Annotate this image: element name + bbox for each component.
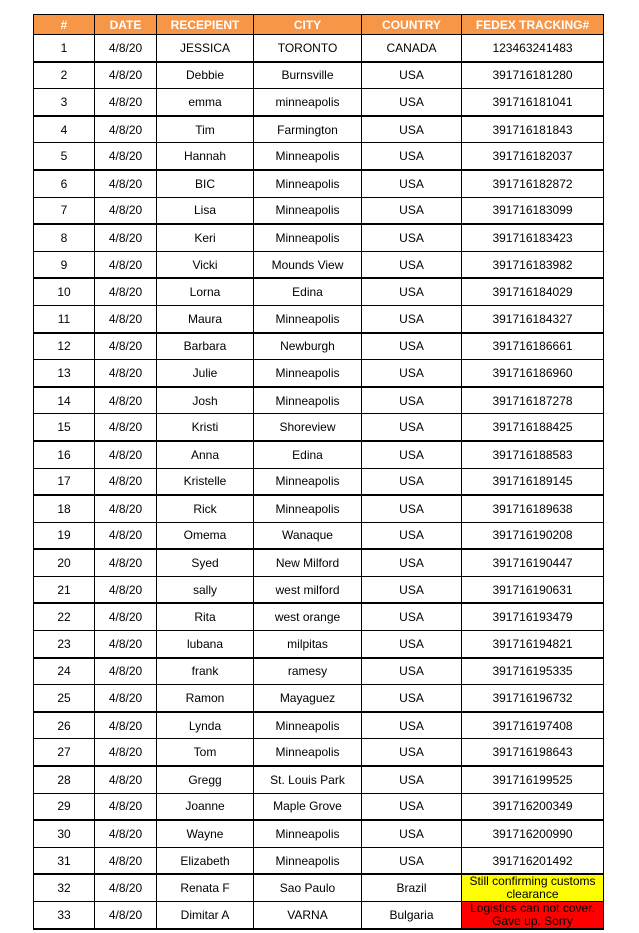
date-cell: 4/8/20 (95, 333, 157, 360)
city-cell: Minneapolis (254, 360, 362, 387)
country-cell: Bulgaria (362, 902, 462, 930)
tracking-cell: 391716198643 (462, 739, 604, 766)
date-cell: 4/8/20 (95, 468, 157, 495)
row-number-cell: 30 (34, 820, 95, 847)
city-cell: Minneapolis (254, 305, 362, 332)
date-cell: 4/8/20 (95, 116, 157, 143)
city-cell: Mounds View (254, 251, 362, 278)
table-row (34, 305, 604, 332)
date-cell: 4/8/20 (95, 89, 157, 116)
date-cell: 4/8/20 (95, 224, 157, 251)
country-cell: USA (362, 251, 462, 278)
date-cell: 4/8/20 (95, 549, 157, 576)
row-number-cell: 25 (34, 685, 95, 712)
row-number-cell: 16 (34, 441, 95, 468)
country-cell: USA (362, 224, 462, 251)
status-note-cell: Still confirming customs clearance (462, 874, 604, 902)
row-number-cell: 28 (34, 766, 95, 793)
country-cell: USA (362, 143, 462, 170)
recipient-cell: Anna (157, 441, 254, 468)
date-cell: 4/8/20 (95, 712, 157, 739)
recipient-cell: Josh (157, 387, 254, 414)
tracking-cell: 391716197408 (462, 712, 604, 739)
table-row (34, 658, 604, 685)
country-cell: USA (362, 387, 462, 414)
date-cell: 4/8/20 (95, 495, 157, 522)
table-row (34, 170, 604, 197)
city-cell: Sao Paulo (254, 874, 362, 902)
recipient-cell: Lisa (157, 197, 254, 224)
row-number-cell: 31 (34, 847, 95, 874)
table-row (34, 793, 604, 820)
table-row (34, 712, 604, 739)
row-number-cell: 21 (34, 576, 95, 603)
table-row (34, 143, 604, 170)
city-cell: Burnsville (254, 62, 362, 89)
shipment-table (33, 14, 604, 930)
table-row (34, 766, 604, 793)
country-cell: USA (362, 116, 462, 143)
city-cell: milpitas (254, 631, 362, 658)
date-cell: 4/8/20 (95, 603, 157, 630)
tracking-cell: 391716186960 (462, 360, 604, 387)
city-cell: minneapolis (254, 89, 362, 116)
date-cell: 4/8/20 (95, 387, 157, 414)
country-cell: USA (362, 62, 462, 89)
country-cell: USA (362, 739, 462, 766)
recipient-cell: emma (157, 89, 254, 116)
row-number-cell: 27 (34, 739, 95, 766)
row-number-cell: 23 (34, 631, 95, 658)
recipient-cell: Barbara (157, 333, 254, 360)
date-cell: 4/8/20 (95, 441, 157, 468)
date-cell: 4/8/20 (95, 766, 157, 793)
tracking-cell: 391716190447 (462, 549, 604, 576)
recipient-cell: Debbie (157, 62, 254, 89)
date-cell: 4/8/20 (95, 685, 157, 712)
row-number-cell: 6 (34, 170, 95, 197)
date-cell: 4/8/20 (95, 522, 157, 549)
date-cell: 4/8/20 (95, 305, 157, 332)
date-cell: 4/8/20 (95, 739, 157, 766)
date-cell: 4/8/20 (95, 414, 157, 441)
row-number-cell: 14 (34, 387, 95, 414)
row-number-cell: 9 (34, 251, 95, 278)
table-row (34, 387, 604, 414)
tracking-cell: 391716186661 (462, 333, 604, 360)
table-row (34, 874, 604, 902)
date-cell: 4/8/20 (95, 170, 157, 197)
tracking-cell: 391716183099 (462, 197, 604, 224)
city-cell: TORONTO (254, 35, 362, 62)
recipient-cell: Lynda (157, 712, 254, 739)
recipient-cell: Maura (157, 305, 254, 332)
city-cell: New Milford (254, 549, 362, 576)
row-number-cell: 1 (34, 35, 95, 62)
table-row (34, 197, 604, 224)
header-number: # (34, 15, 95, 35)
recipient-cell: Joanne (157, 793, 254, 820)
country-cell: USA (362, 468, 462, 495)
country-cell: USA (362, 631, 462, 658)
country-cell: USA (362, 305, 462, 332)
country-cell: USA (362, 89, 462, 116)
tracking-cell: 391716181843 (462, 116, 604, 143)
row-number-cell: 7 (34, 197, 95, 224)
country-cell: CANADA (362, 35, 462, 62)
tracking-cell: 391716183423 (462, 224, 604, 251)
recipient-cell: Tim (157, 116, 254, 143)
header-tracking: FEDEX TRACKING# (462, 15, 604, 35)
country-cell: USA (362, 278, 462, 305)
header-recipient: RECEPIENT (157, 15, 254, 35)
date-cell: 4/8/20 (95, 874, 157, 902)
city-cell: Minneapolis (254, 387, 362, 414)
date-cell: 4/8/20 (95, 820, 157, 847)
row-number-cell: 12 (34, 333, 95, 360)
country-cell: Brazil (362, 874, 462, 902)
header-date: DATE (95, 15, 157, 35)
tracking-cell: 391716189145 (462, 468, 604, 495)
tracking-cell: 391716181280 (462, 62, 604, 89)
date-cell: 4/8/20 (95, 143, 157, 170)
recipient-cell: Ramon (157, 685, 254, 712)
recipient-cell: Renata F (157, 874, 254, 902)
date-cell: 4/8/20 (95, 278, 157, 305)
country-cell: USA (362, 333, 462, 360)
tracking-cell: 391716181041 (462, 89, 604, 116)
country-cell: USA (362, 603, 462, 630)
city-cell: Minneapolis (254, 468, 362, 495)
row-number-cell: 24 (34, 658, 95, 685)
date-cell: 4/8/20 (95, 576, 157, 603)
row-number-cell: 3 (34, 89, 95, 116)
recipient-cell: Rita (157, 603, 254, 630)
row-number-cell: 32 (34, 874, 95, 902)
country-cell: USA (362, 441, 462, 468)
recipient-cell: Tom (157, 739, 254, 766)
date-cell: 4/8/20 (95, 35, 157, 62)
city-cell: Mayaguez (254, 685, 362, 712)
date-cell: 4/8/20 (95, 62, 157, 89)
recipient-cell: Wayne (157, 820, 254, 847)
row-number-cell: 26 (34, 712, 95, 739)
recipient-cell: Gregg (157, 766, 254, 793)
recipient-cell: JESSICA (157, 35, 254, 62)
row-number-cell: 13 (34, 360, 95, 387)
city-cell: Edina (254, 441, 362, 468)
recipient-cell: Dimitar A (157, 902, 254, 930)
table-row (34, 116, 604, 143)
country-cell: USA (362, 522, 462, 549)
city-cell: Maple Grove (254, 793, 362, 820)
table-row (34, 224, 604, 251)
date-cell: 4/8/20 (95, 658, 157, 685)
date-cell: 4/8/20 (95, 251, 157, 278)
row-number-cell: 11 (34, 305, 95, 332)
row-number-cell: 8 (34, 224, 95, 251)
row-number-cell: 5 (34, 143, 95, 170)
country-cell: USA (362, 820, 462, 847)
table-row (34, 468, 604, 495)
tracking-cell: 391716182872 (462, 170, 604, 197)
city-cell: Minneapolis (254, 847, 362, 874)
city-cell: Minneapolis (254, 739, 362, 766)
tracking-cell: 391716189638 (462, 495, 604, 522)
date-cell: 4/8/20 (95, 793, 157, 820)
tracking-cell: 391716200349 (462, 793, 604, 820)
row-number-cell: 4 (34, 116, 95, 143)
date-cell: 4/8/20 (95, 902, 157, 930)
recipient-cell: Lorna (157, 278, 254, 305)
table-row (34, 549, 604, 576)
table-row (34, 631, 604, 658)
city-cell: Minneapolis (254, 495, 362, 522)
tracking-cell: 391716195335 (462, 658, 604, 685)
status-note-cell: Logistics can not cover. Gave up. Sorry (462, 902, 604, 930)
city-cell: Minneapolis (254, 224, 362, 251)
city-cell: Minneapolis (254, 820, 362, 847)
table-row (34, 685, 604, 712)
recipient-cell: lubana (157, 631, 254, 658)
country-cell: USA (362, 793, 462, 820)
city-cell: west milford (254, 576, 362, 603)
row-number-cell: 19 (34, 522, 95, 549)
table-row (34, 333, 604, 360)
city-cell: Wanaque (254, 522, 362, 549)
recipient-cell: Kristelle (157, 468, 254, 495)
city-cell: Farmington (254, 116, 362, 143)
tracking-cell: 391716190631 (462, 576, 604, 603)
country-cell: USA (362, 495, 462, 522)
tracking-cell: 391716188425 (462, 414, 604, 441)
table-row (34, 902, 604, 930)
country-cell: USA (362, 847, 462, 874)
country-cell: USA (362, 197, 462, 224)
tracking-cell: 391716200990 (462, 820, 604, 847)
tracking-cell: 391716190208 (462, 522, 604, 549)
recipient-cell: Syed (157, 549, 254, 576)
city-cell: VARNA (254, 902, 362, 930)
city-cell: Newburgh (254, 333, 362, 360)
row-number-cell: 22 (34, 603, 95, 630)
tracking-cell: 391716184029 (462, 278, 604, 305)
country-cell: USA (362, 712, 462, 739)
recipient-cell: Julie (157, 360, 254, 387)
table-row (34, 603, 604, 630)
table-row (34, 495, 604, 522)
country-cell: USA (362, 549, 462, 576)
table-row (34, 739, 604, 766)
table-row (34, 35, 604, 62)
table-body (34, 35, 604, 930)
recipient-cell: Omema (157, 522, 254, 549)
header-country: COUNTRY (362, 15, 462, 35)
table-row (34, 576, 604, 603)
tracking-cell: 391716188583 (462, 441, 604, 468)
row-number-cell: 18 (34, 495, 95, 522)
country-cell: USA (362, 658, 462, 685)
tracking-cell: 391716193479 (462, 603, 604, 630)
city-cell: Minneapolis (254, 170, 362, 197)
recipient-cell: Rick (157, 495, 254, 522)
date-cell: 4/8/20 (95, 631, 157, 658)
recipient-cell: Elizabeth (157, 847, 254, 874)
table-row (34, 847, 604, 874)
tracking-cell: 391716196732 (462, 685, 604, 712)
city-cell: Minneapolis (254, 143, 362, 170)
country-cell: USA (362, 170, 462, 197)
table-row (34, 251, 604, 278)
city-cell: Minneapolis (254, 197, 362, 224)
row-number-cell: 2 (34, 62, 95, 89)
table-row (34, 278, 604, 305)
date-cell: 4/8/20 (95, 847, 157, 874)
tracking-cell: 391716194821 (462, 631, 604, 658)
city-cell: Edina (254, 278, 362, 305)
recipient-cell: Keri (157, 224, 254, 251)
header-city: CITY (254, 15, 362, 35)
recipient-cell: sally (157, 576, 254, 603)
tracking-cell: 391716187278 (462, 387, 604, 414)
tracking-cell: 391716199525 (462, 766, 604, 793)
city-cell: St. Louis Park (254, 766, 362, 793)
table-row (34, 414, 604, 441)
date-cell: 4/8/20 (95, 197, 157, 224)
country-cell: USA (362, 576, 462, 603)
table-row (34, 89, 604, 116)
city-cell: Minneapolis (254, 712, 362, 739)
table-row (34, 522, 604, 549)
country-cell: USA (362, 360, 462, 387)
row-number-cell: 33 (34, 902, 95, 930)
recipient-cell: frank (157, 658, 254, 685)
shipment-sheet (33, 14, 604, 930)
tracking-cell: 391716201492 (462, 847, 604, 874)
table-row (34, 820, 604, 847)
date-cell: 4/8/20 (95, 360, 157, 387)
country-cell: USA (362, 766, 462, 793)
country-cell: USA (362, 685, 462, 712)
row-number-cell: 20 (34, 549, 95, 576)
tracking-cell: 123463241483 (462, 35, 604, 62)
city-cell: ramesy (254, 658, 362, 685)
table-row (34, 360, 604, 387)
tracking-cell: 391716182037 (462, 143, 604, 170)
tracking-cell: 391716184327 (462, 305, 604, 332)
recipient-cell: Kristi (157, 414, 254, 441)
tracking-cell: 391716183982 (462, 251, 604, 278)
header-row (34, 15, 604, 35)
table-row (34, 62, 604, 89)
city-cell: Shoreview (254, 414, 362, 441)
row-number-cell: 17 (34, 468, 95, 495)
row-number-cell: 10 (34, 278, 95, 305)
recipient-cell: Vicki (157, 251, 254, 278)
recipient-cell: BIC (157, 170, 254, 197)
row-number-cell: 15 (34, 414, 95, 441)
recipient-cell: Hannah (157, 143, 254, 170)
country-cell: USA (362, 414, 462, 441)
table-row (34, 441, 604, 468)
city-cell: west orange (254, 603, 362, 630)
row-number-cell: 29 (34, 793, 95, 820)
